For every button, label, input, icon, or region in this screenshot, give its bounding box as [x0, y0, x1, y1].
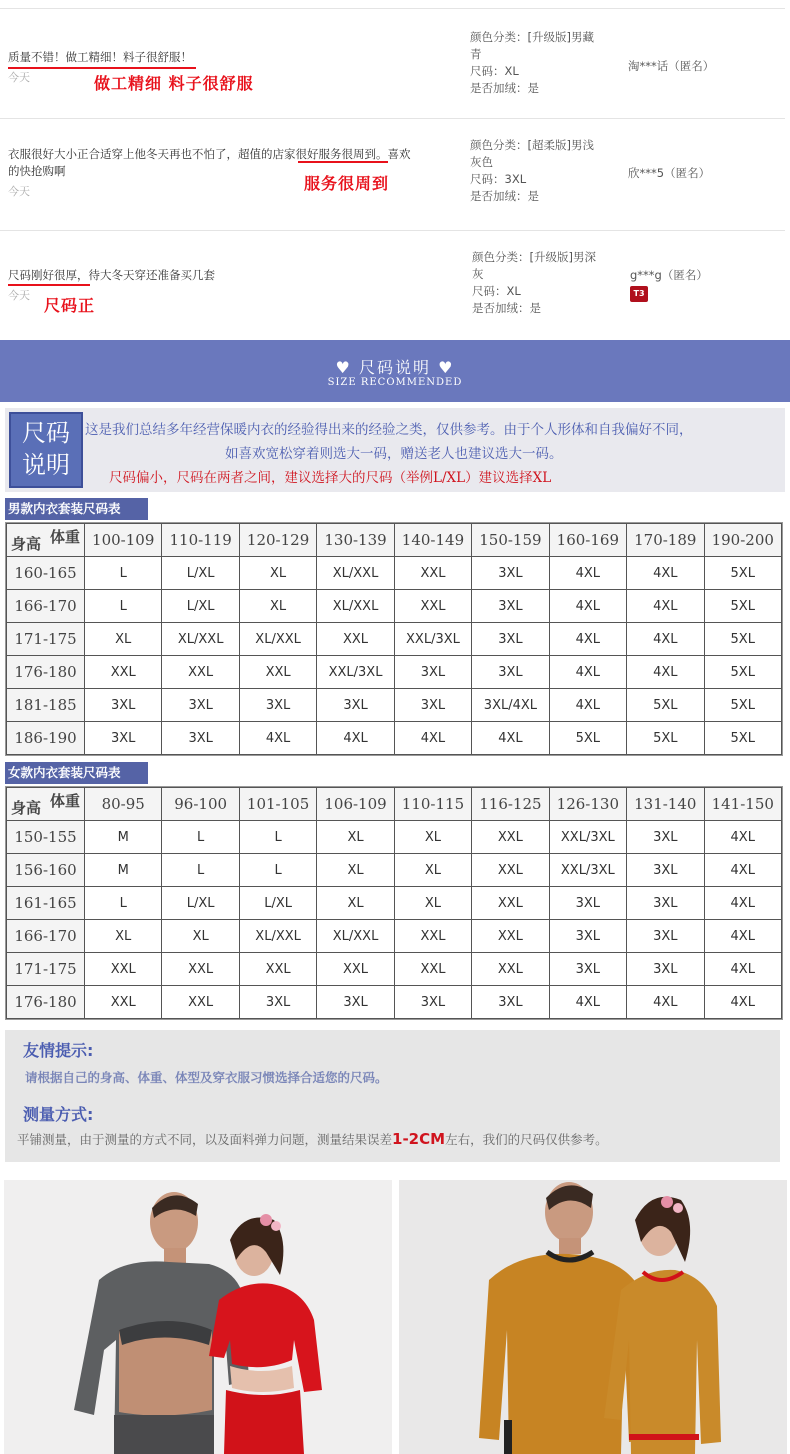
size-cell: XL/XXL	[239, 623, 316, 656]
height-header-cell: 160-165	[7, 557, 85, 590]
table-corner-cell	[7, 524, 85, 557]
size-banner	[0, 340, 790, 402]
size-cell: XL	[85, 920, 162, 953]
model-photo-gray-red	[4, 1180, 392, 1454]
size-cell: 5XL	[704, 557, 782, 590]
weight-header-cell: 131-140	[627, 788, 704, 821]
size-cell: XL	[317, 854, 394, 887]
review-sku: 颜色分类：[升级版]男深 灰 尺码：XL 是否加绒：是	[472, 250, 596, 315]
tips-panel	[5, 1030, 780, 1162]
table-row	[7, 854, 782, 887]
size-cell: 4XL	[704, 953, 782, 986]
size-cell: 3XL	[85, 722, 162, 755]
friendly-tip-text: 请根据自己的身高、体重、体型及穿衣服习惯选择合适您的尺码。	[25, 1070, 388, 1085]
size-cell: 4XL	[704, 920, 782, 953]
review-sku: 颜色分类：[超柔版]男浅 灰色 尺码：3XL 是否加绒：是	[470, 138, 594, 203]
banner-title: 尺码说明	[358, 358, 431, 377]
weight-header-cell: 160-169	[549, 524, 626, 557]
size-cell: XXL	[394, 590, 471, 623]
size-cell: 3XL	[472, 557, 549, 590]
table-row	[7, 557, 782, 590]
size-cell: 3XL	[627, 953, 704, 986]
size-cell: XXL	[239, 953, 316, 986]
weight-header-cell: 100-109	[85, 524, 162, 557]
size-cell: 4XL	[704, 854, 782, 887]
size-cell: XXL	[472, 920, 549, 953]
size-cell: M	[85, 821, 162, 854]
size-cell: 4XL	[627, 590, 704, 623]
size-cell: L	[85, 590, 162, 623]
size-cell: XXL	[394, 920, 471, 953]
weight-header-cell: 130-139	[317, 524, 394, 557]
men-size-table	[5, 522, 783, 756]
size-cell: L	[85, 887, 162, 920]
size-cell: 3XL	[162, 689, 239, 722]
size-cell: XL	[239, 590, 316, 623]
note-warning: 尺码偏小，尺码在两者之间，建议选择大的尺码（举例L/XL）建议选择XL	[109, 470, 552, 486]
size-cell: XL	[239, 557, 316, 590]
size-cell: 4XL	[472, 722, 549, 755]
size-cell: 5XL	[627, 689, 704, 722]
size-cell: XXL	[162, 656, 239, 689]
table-row	[7, 953, 782, 986]
size-cell: XL/XXL	[162, 623, 239, 656]
table-row	[7, 920, 782, 953]
table-header-row	[7, 524, 782, 557]
review-underline	[8, 67, 196, 69]
size-cell: 4XL	[239, 722, 316, 755]
size-cell: 5XL	[704, 590, 782, 623]
size-cell: XL	[317, 887, 394, 920]
table-row	[7, 656, 782, 689]
size-cell: XXL/3XL	[394, 623, 471, 656]
weight-header-cell: 116-125	[472, 788, 549, 821]
height-header-cell: 150-155	[7, 821, 85, 854]
weight-header-cell: 141-150	[704, 788, 782, 821]
review-date: 今天	[8, 71, 30, 84]
size-cell: L/XL	[239, 887, 316, 920]
size-cell: XL/XXL	[317, 920, 394, 953]
height-header-cell: 176-180	[7, 656, 85, 689]
size-cell: 3XL	[162, 722, 239, 755]
height-header-cell: 156-160	[7, 854, 85, 887]
heart-pin-icon: ♥	[438, 358, 455, 377]
size-cell: L	[239, 854, 316, 887]
review-user: 欣***5（匿名）	[628, 166, 711, 180]
size-cell: XL	[317, 821, 394, 854]
review-underline	[8, 284, 90, 286]
size-cell: XXL	[317, 623, 394, 656]
size-cell: XL	[394, 854, 471, 887]
height-header-cell: 176-180	[7, 986, 85, 1019]
size-cell: 5XL	[704, 689, 782, 722]
weight-axis-label: 体重	[49, 792, 80, 810]
size-cell: 3XL	[317, 689, 394, 722]
review-list	[0, 0, 790, 338]
height-header-cell: 171-175	[7, 623, 85, 656]
height-header-cell: 166-170	[7, 920, 85, 953]
table-row	[7, 722, 782, 755]
size-cell: XXL	[394, 953, 471, 986]
table-row	[7, 986, 782, 1019]
size-logo: 尺码 说明	[9, 412, 83, 488]
note-line: 这是我们总结多年经营保暖内衣的经验得出来的经验之类，仅供参考。由于个人形体和自我偏好不同，	[85, 422, 693, 438]
size-cell: 4XL	[627, 623, 704, 656]
height-header-cell: 161-165	[7, 887, 85, 920]
weight-header-cell: 96-100	[162, 788, 239, 821]
size-cell: 4XL	[549, 656, 626, 689]
review-user: 淘***话（匿名）	[628, 59, 715, 73]
size-cell: XL	[394, 821, 471, 854]
weight-header-cell: 170-189	[627, 524, 704, 557]
size-cell: 4XL	[627, 656, 704, 689]
size-cell: XXL	[239, 656, 316, 689]
review-underline	[298, 161, 388, 163]
men-table-label: 男款内衣套装尺码表	[5, 498, 148, 520]
height-header-cell: 166-170	[7, 590, 85, 623]
size-cell: 4XL	[549, 557, 626, 590]
size-cell: 4XL	[627, 986, 704, 1019]
size-cell: XL	[162, 920, 239, 953]
weight-header-cell: 126-130	[549, 788, 626, 821]
friendly-tip-title: 友情提示:	[23, 1041, 94, 1060]
measure-title: 测量方式:	[23, 1105, 94, 1124]
size-cell: 3XL	[549, 920, 626, 953]
size-cell: 5XL	[549, 722, 626, 755]
banner-title-row	[0, 355, 790, 378]
size-cell: XXL/3XL	[317, 656, 394, 689]
size-cell: XXL	[85, 986, 162, 1019]
size-cell: 3XL	[85, 689, 162, 722]
user-level-badge: T3	[630, 286, 648, 302]
review-user: g***g（匿名）	[630, 268, 708, 282]
size-cell: L	[85, 557, 162, 590]
size-cell: XL/XXL	[317, 557, 394, 590]
size-cell: 3XL	[394, 986, 471, 1019]
size-cell: L	[239, 821, 316, 854]
size-cell: L	[162, 854, 239, 887]
size-cell: XXL	[394, 557, 471, 590]
size-cell: 3XL	[627, 821, 704, 854]
size-cell: XXL	[472, 887, 549, 920]
table-row	[7, 590, 782, 623]
size-cell: XXL	[472, 953, 549, 986]
height-header-cell: 181-185	[7, 689, 85, 722]
review-date: 今天	[8, 185, 30, 198]
table-header-row	[7, 788, 782, 821]
table-row	[7, 689, 782, 722]
size-cell: 3XL	[627, 920, 704, 953]
size-cell: XL/XXL	[317, 590, 394, 623]
weight-header-cell: 106-109	[317, 788, 394, 821]
review-highlight-mark: 尺码正	[44, 296, 96, 315]
size-cell: 3XL	[472, 623, 549, 656]
weight-header-cell: 80-95	[85, 788, 162, 821]
size-cell: 4XL	[394, 722, 471, 755]
size-cell: 3XL	[239, 689, 316, 722]
review-content: 尺码刚好很厚，待大冬天穿还准备买几套	[8, 268, 215, 282]
weight-header-cell: 101-105	[239, 788, 316, 821]
height-header-cell: 186-190	[7, 722, 85, 755]
review-item	[0, 8, 785, 118]
size-cell: XL/XXL	[239, 920, 316, 953]
size-cell: 4XL	[549, 986, 626, 1019]
weight-header-cell: 140-149	[394, 524, 471, 557]
size-cell: XXL	[162, 986, 239, 1019]
size-cell: 3XL	[472, 590, 549, 623]
size-cell: 4XL	[549, 590, 626, 623]
review-content: 衣服很好大小正合适穿上他冬天再也不怕了，超值的店家很好服务很周到。喜欢 的快抢购啊	[8, 147, 411, 178]
size-cell: 3XL	[394, 656, 471, 689]
height-axis-label: 身高	[11, 535, 42, 553]
review-sku: 颜色分类：[升级版]男藏 青 尺码：XL 是否加绒：是	[470, 30, 594, 95]
size-cell: XXL	[162, 953, 239, 986]
size-cell: XL	[394, 887, 471, 920]
weight-header-cell: 110-119	[162, 524, 239, 557]
size-notes	[5, 408, 785, 492]
size-cell: 3XL/4XL	[472, 689, 549, 722]
model-photo-gold	[399, 1180, 787, 1454]
size-cell: XXL	[317, 953, 394, 986]
table-row	[7, 623, 782, 656]
weight-header-cell: 150-159	[472, 524, 549, 557]
size-cell: XXL	[85, 953, 162, 986]
size-cell: 5XL	[704, 623, 782, 656]
size-cell: XXL	[472, 821, 549, 854]
size-cell: 3XL	[472, 656, 549, 689]
review-date: 今天	[8, 289, 30, 302]
weight-header-cell: 120-129	[239, 524, 316, 557]
size-cell: 5XL	[704, 722, 782, 755]
size-cell: 3XL	[627, 887, 704, 920]
weight-header-cell: 110-115	[394, 788, 471, 821]
measure-text: 平铺测量，由于测量的方式不同，以及面料弹力问题，测量结果误差1-2CM左右，我们的尺码仅供参考。	[17, 1130, 608, 1148]
size-cell: 5XL	[627, 722, 704, 755]
size-cell: L/XL	[162, 557, 239, 590]
size-cell: 3XL	[239, 986, 316, 1019]
weight-header-cell: 190-200	[704, 524, 782, 557]
size-cell: 4XL	[704, 821, 782, 854]
size-cell: 3XL	[317, 986, 394, 1019]
size-cell: 3XL	[549, 953, 626, 986]
women-table-label: 女款内衣套装尺码表	[5, 762, 148, 784]
size-cell: 3XL	[394, 689, 471, 722]
weight-axis-label: 体重	[49, 528, 80, 546]
size-cell: XL	[85, 623, 162, 656]
size-cell: 3XL	[549, 887, 626, 920]
review-highlight-mark: 做工精细 料子很舒服	[94, 74, 254, 93]
height-axis-label: 身高	[11, 799, 42, 817]
review-content: 质量不错！做工精细！料子很舒服！	[8, 50, 192, 64]
size-cell: XXL	[85, 656, 162, 689]
banner-subtitle: SIZE RECOMMENDED	[327, 377, 463, 388]
women-size-table	[5, 786, 783, 1020]
size-cell: 3XL	[472, 986, 549, 1019]
size-cell: XXL/3XL	[549, 854, 626, 887]
size-cell: XXL/3XL	[549, 821, 626, 854]
size-cell: L/XL	[162, 887, 239, 920]
heart-pin-icon: ♥	[335, 358, 352, 377]
height-header-cell: 171-175	[7, 953, 85, 986]
size-cell: M	[85, 854, 162, 887]
table-row	[7, 887, 782, 920]
size-cell: 5XL	[704, 656, 782, 689]
note-line: 如喜欢宽松穿着则选大一码，赠送老人也建议选大一码。	[225, 446, 563, 462]
size-cell: 4XL	[549, 623, 626, 656]
size-cell: 4XL	[627, 557, 704, 590]
table-row	[7, 821, 782, 854]
review-item	[0, 118, 785, 230]
review-item	[0, 230, 785, 338]
size-cell: 4XL	[317, 722, 394, 755]
size-cell: L/XL	[162, 590, 239, 623]
size-cell: 4XL	[704, 986, 782, 1019]
table-corner-cell	[7, 788, 85, 821]
size-cell: 4XL	[704, 887, 782, 920]
size-cell: XXL	[472, 854, 549, 887]
size-cell: L	[162, 821, 239, 854]
size-cell: 3XL	[627, 854, 704, 887]
size-cell: 4XL	[549, 689, 626, 722]
review-highlight-mark: 服务很周到	[304, 174, 390, 193]
